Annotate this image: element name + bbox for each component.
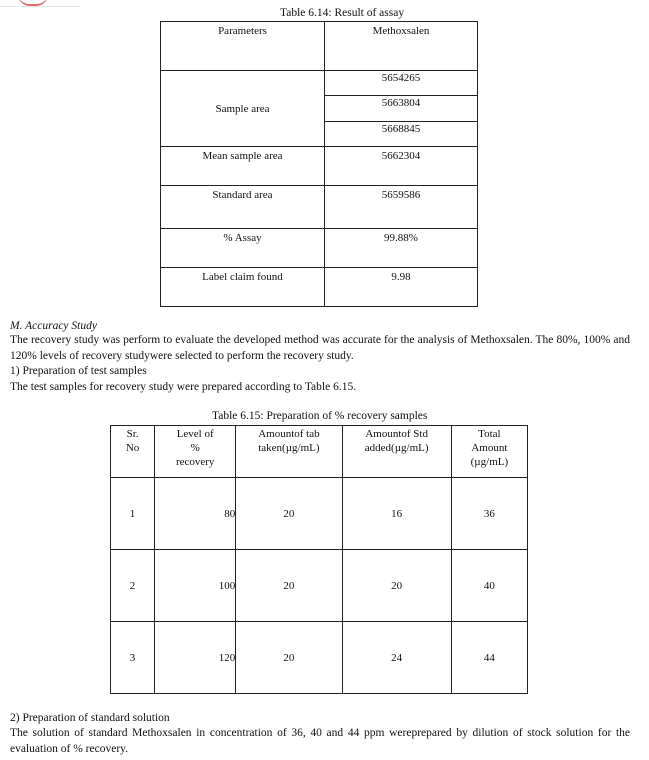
header-level-line-3: recovery [175, 456, 215, 468]
standard-area-value: 5659586 [325, 186, 478, 229]
sample-area-value-1: 5654265 [325, 71, 478, 96]
label-claim-label: Label claim found [161, 268, 325, 307]
header-level [155, 426, 236, 478]
header-sr-no-line-1: Sr. [126, 428, 139, 440]
level-cell: 100 [155, 550, 236, 622]
tab-cell: 20 [236, 622, 342, 694]
standard-area-label: Standard area [161, 186, 325, 229]
tab-cell: 20 [236, 550, 342, 622]
assay-result-table [160, 21, 478, 307]
header-total-line-1: Total [478, 428, 501, 440]
label-claim-value: 9.98 [325, 268, 478, 307]
subsection-2-paragraph: The solution of standard Methoxsalen in concentration of 36, 40 and 44 ppm wereprepared by dilution of stock solution for the evaluation of % recovery. [10, 727, 630, 755]
sr-cell: 2 [111, 550, 155, 622]
assay-percent-label: % Assay [161, 229, 325, 268]
sr-cell: 3 [111, 622, 155, 694]
header-tab-amount-line-1: Amountof tab [258, 428, 320, 440]
section-m-paragraph: The recovery study was perform to evaluate the developed method was accurate for the analysis of Methoxsalen. The 80%, 100% and 120% levels of recovery studywere selected to perform the recovery study. [10, 334, 630, 362]
mean-sample-area-value: 5662304 [325, 147, 478, 186]
header-level-line-1: Level of [176, 428, 214, 440]
table-row [111, 550, 528, 622]
section-m-heading: M. Accuracy Study [10, 320, 97, 332]
recovery-samples-table [110, 425, 528, 694]
header-parameters: Parameters [161, 22, 325, 71]
header-tab-amount [236, 426, 342, 478]
header-tab-amount-line-2: taken(µg/mL) [258, 442, 320, 454]
table-row [111, 622, 528, 694]
tab-cell: 20 [236, 478, 342, 550]
std-cell: 20 [342, 550, 451, 622]
header-total-line-2: Amount [471, 442, 508, 454]
sr-cell: 1 [111, 478, 155, 550]
table-row [111, 478, 528, 550]
header-sr-no-line-2: No [125, 442, 140, 454]
table-6-14-caption: Table 6.14: Result of assay [280, 7, 405, 19]
total-cell: 40 [451, 550, 527, 622]
std-cell: 16 [342, 478, 451, 550]
total-cell: 44 [451, 622, 527, 694]
header-std-amount-line-1: Amountof Std [365, 428, 428, 440]
subsection-1-text: The test samples for recovery study were prepared according to Table 6.15. [10, 381, 357, 393]
header-sr-no [111, 426, 155, 478]
level-cell: 120 [155, 622, 236, 694]
page-header-rule [0, 0, 80, 7]
header-methoxsalen: Methoxsalen [325, 22, 478, 71]
header-total-line-3: (µg/mL) [470, 456, 509, 468]
sample-area-value-2: 5663804 [325, 96, 478, 121]
table-6-15-caption: Table 6.15: Preparation of % recovery samples [212, 410, 428, 422]
total-cell: 36 [451, 478, 527, 550]
level-cell: 80 [155, 478, 236, 550]
mean-sample-area-label: Mean sample area [161, 147, 325, 186]
header-level-line-2: % [190, 442, 200, 454]
header-total-amount [451, 426, 527, 478]
header-std-amount [342, 426, 451, 478]
std-cell: 24 [342, 622, 451, 694]
header-std-amount-line-2: added(µg/mL) [364, 442, 429, 454]
decorative-swoosh [18, 0, 48, 6]
sample-area-value-3: 5668845 [325, 121, 478, 146]
sample-area-label: Sample area [161, 71, 325, 147]
subsection-2-heading: 2) Preparation of standard solution [10, 712, 170, 724]
subsection-1-heading: 1) Preparation of test samples [10, 365, 147, 377]
assay-percent-value: 99.88% [325, 229, 478, 268]
